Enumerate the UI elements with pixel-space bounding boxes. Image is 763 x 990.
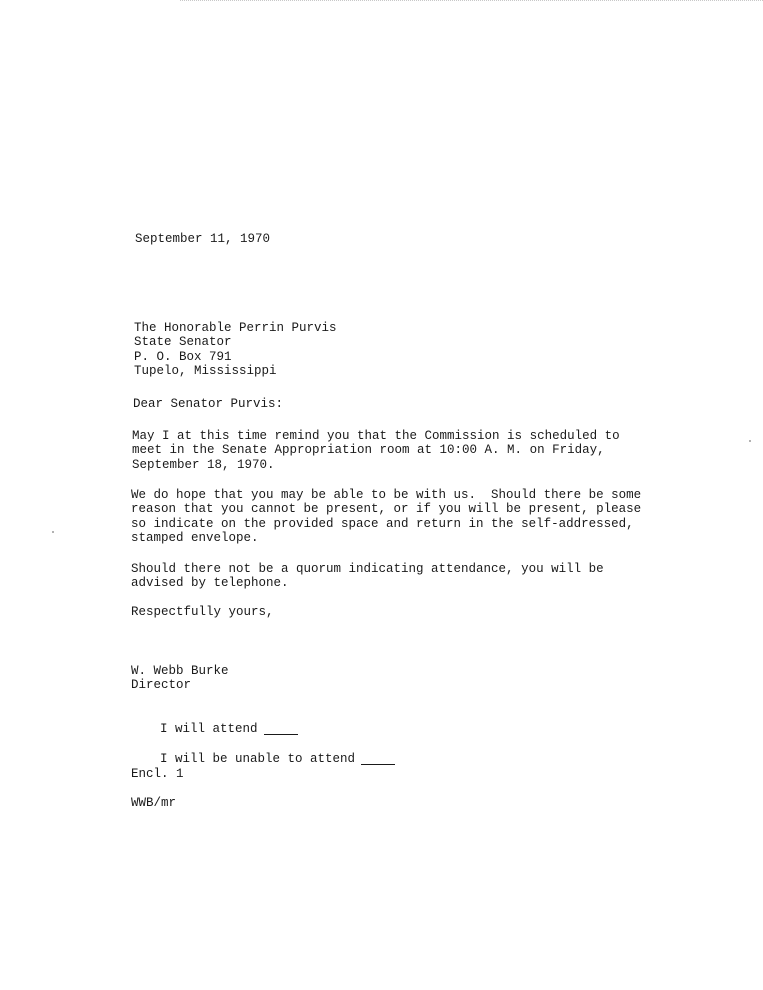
paragraph-quorum xyxy=(131,562,651,591)
unable-blank-line[interactable] xyxy=(361,764,395,765)
paragraph-1-line-2: meet in the Senate Appropriation room at 10:00 A. M. on Friday, xyxy=(132,443,605,458)
paragraph-2-line-4: stamped envelope. xyxy=(131,530,259,545)
scan-speck xyxy=(52,531,54,533)
typist-initials: WWB/mr xyxy=(131,796,177,810)
scan-speck xyxy=(749,440,751,442)
closing: Respectfully yours, xyxy=(131,605,274,619)
address-line-4: Tupelo, Mississippi xyxy=(134,363,277,378)
signer-title: Director xyxy=(131,678,192,693)
signer-name: W. Webb Burke xyxy=(131,664,229,678)
paragraph-2-line-3: so indicate on the provided space and return in the self-addressed, xyxy=(131,516,634,531)
paragraph-3-line-1: Should there not be a quorum indicating attendance, you will be xyxy=(131,562,604,576)
paragraph-1-line-3: September 18, 1970. xyxy=(132,457,275,472)
attend-blank-line[interactable] xyxy=(264,734,298,735)
address-line-1: The Honorable Perrin Purvis xyxy=(134,321,337,335)
enclosure-note: Encl. 1 xyxy=(131,767,184,781)
paragraph-2-line-2: reason that you cannot be present, or if you will be present, please xyxy=(131,502,642,517)
unable-label: I will be unable to attend xyxy=(160,752,356,766)
paragraph-3-line-2: advised by telephone. xyxy=(131,576,289,591)
recipient-address xyxy=(134,321,654,378)
letter-date: September 11, 1970 xyxy=(135,232,271,246)
address-line-3: P. O. Box 791 xyxy=(134,349,232,364)
signature-block xyxy=(131,664,651,693)
address-line-2: State Senator xyxy=(134,335,232,350)
paragraph-1-line-1: May I at this time remind you that the Commission is scheduled to xyxy=(132,429,620,443)
paragraph-attendance xyxy=(131,488,651,545)
paragraph-reminder xyxy=(132,429,652,472)
attend-label: I will attend xyxy=(160,722,258,736)
paragraph-2-line-1: We do hope that you may be able to be with us. Should there be some xyxy=(131,488,642,502)
salutation: Dear Senator Purvis: xyxy=(133,397,284,411)
